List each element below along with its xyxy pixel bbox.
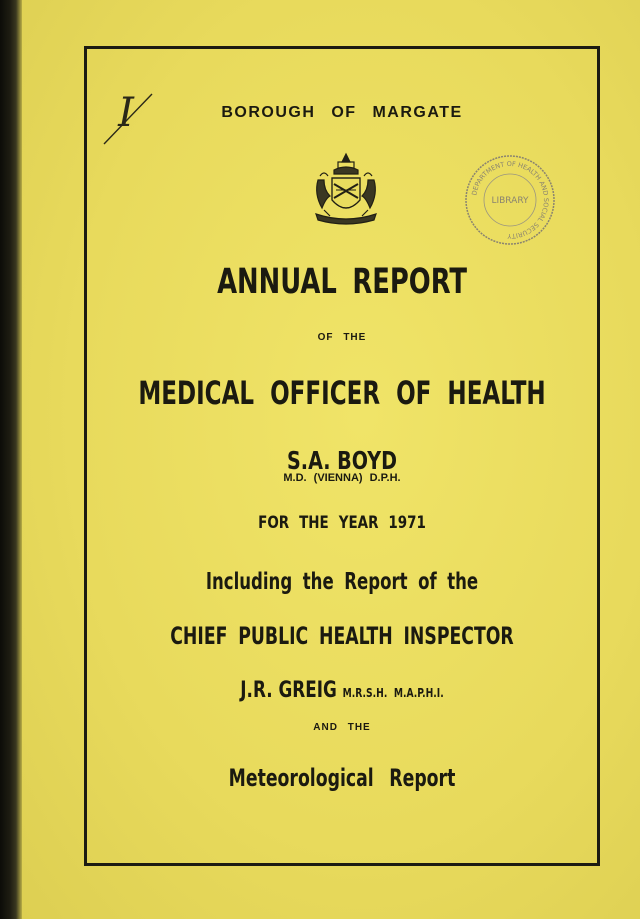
inspector-qualifications: M.R.S.H. M.A.P.H.I. [342, 686, 444, 700]
officer-title: MEDICAL OFFICER OF HEALTH [138, 374, 546, 412]
borough-name: BOROUGH OF MARGATE [221, 104, 463, 121]
binding-spine [0, 0, 22, 919]
officer-name: S.A. BOYD [287, 446, 397, 475]
svg-text:LIBRARY: LIBRARY [491, 196, 529, 206]
crest-icon [310, 150, 382, 232]
officer-qualifications: M.D. (VIENNA) D.P.H. [283, 472, 401, 484]
and-the-connector: AND THE [313, 722, 371, 733]
meteorological-report: Meteorological Report [228, 764, 456, 792]
inspector-name: J.R. GREIG [240, 678, 337, 703]
stamp-icon [462, 152, 558, 248]
of-the-connector: OF THE [317, 332, 367, 343]
inspector-title: CHIEF PUBLIC HEALTH INSPECTOR [170, 622, 514, 650]
report-title: ANNUAL REPORT [217, 262, 467, 302]
including-line: Including the Report of the [205, 569, 479, 595]
svg-text:I: I [118, 90, 134, 136]
inspector-line [123, 678, 562, 703]
report-year: FOR THE YEAR 1971 [258, 513, 426, 533]
svg-text:DEPARTMENT OF HEALTH AND SOCIA: DEPARTMENT OF HEALTH AND SOCIAL SECURITY [470, 159, 551, 241]
